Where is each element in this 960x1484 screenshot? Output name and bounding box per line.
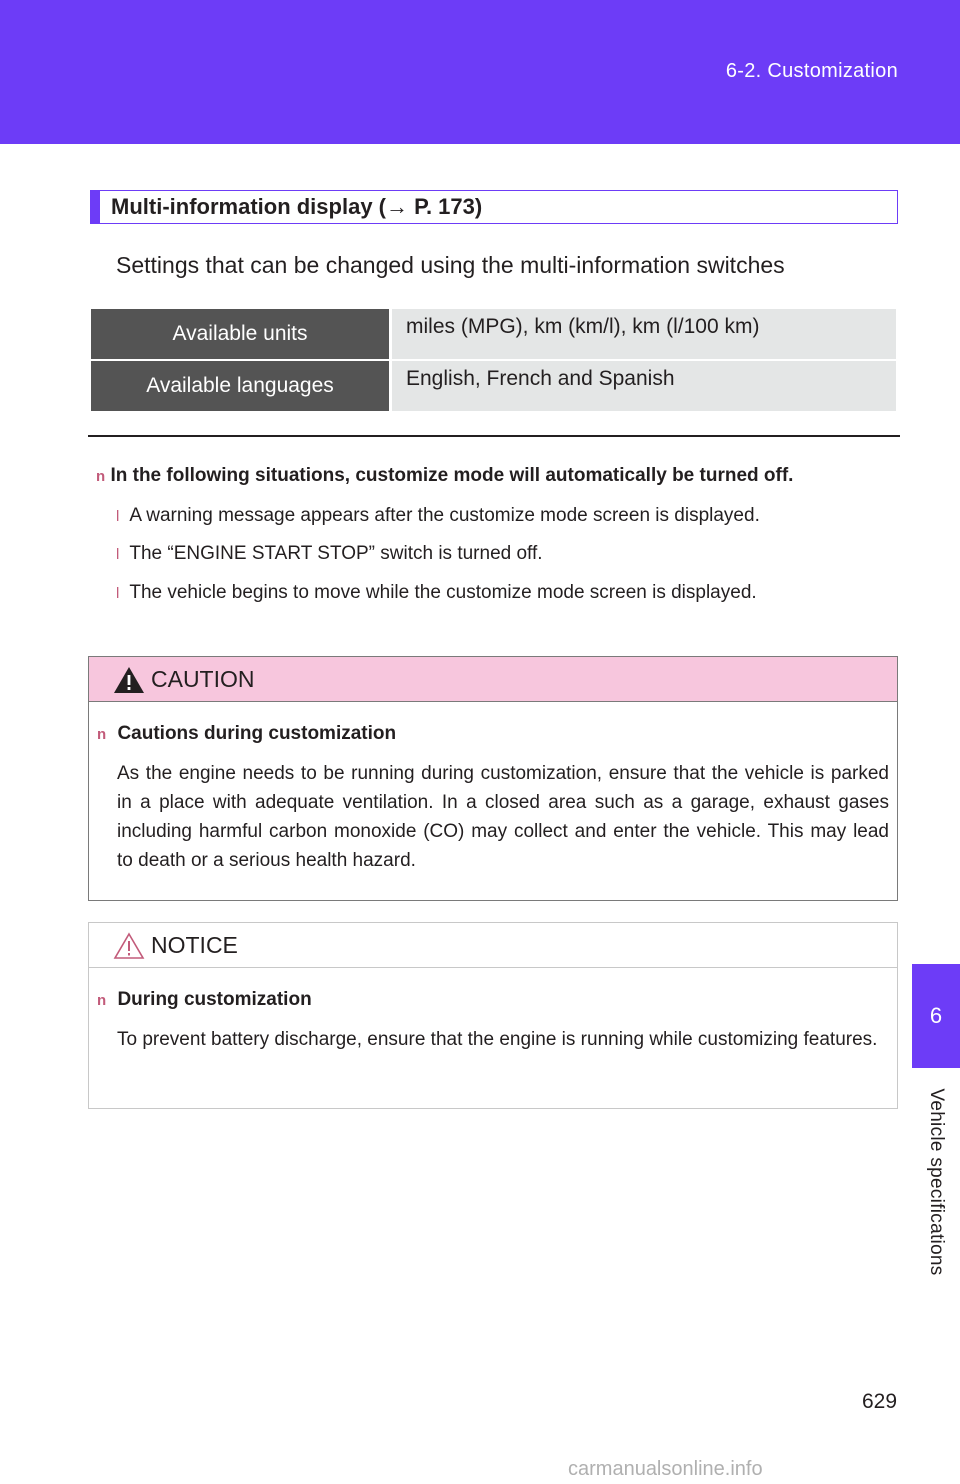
chapter-title: 6-2. Customization xyxy=(725,60,898,82)
notice-title: NOTICE xyxy=(151,932,238,958)
bullet-icon: l xyxy=(116,585,120,602)
intro-text: Settings that can be changed using the multi-information switches xyxy=(116,252,785,278)
bullet-icon: n xyxy=(97,992,107,1009)
table-label-cell: Available units xyxy=(91,309,389,361)
caution-box xyxy=(88,656,898,901)
divider xyxy=(88,435,900,437)
warning-triangle-outline-icon xyxy=(113,932,145,960)
section-heading xyxy=(90,190,898,224)
caution-subheading-text: Cautions during customization xyxy=(117,723,397,744)
table-row xyxy=(91,361,896,413)
table-value-cell: English, French and Spanish xyxy=(389,361,896,413)
list-item xyxy=(116,505,760,527)
notice-header xyxy=(89,923,897,968)
bullet-icon: l xyxy=(116,546,120,563)
section-heading-bar xyxy=(90,190,100,224)
caution-subheading xyxy=(97,723,396,745)
bullet-icon: n xyxy=(97,726,107,743)
chapter-number-tab: 6 xyxy=(912,964,960,1068)
page-header-band xyxy=(0,0,960,144)
notice-subheading xyxy=(97,989,312,1011)
note-heading-text: In the following situations, customize mode will automatically be turned off. xyxy=(110,465,794,486)
caution-body: As the engine needs to be running during customization, ensure that the vehicle is parked in a place with adequate ventilation. In a closed area such as a garage, exhaust gases including harmful carbon monoxide (CO) may collect and enter the vehicle. This may lead to death or a serious health hazard. xyxy=(117,763,889,871)
bullet-icon: n xyxy=(96,468,106,485)
notice-body: To prevent battery discharge, ensure that the engine is running while customizing features. xyxy=(117,1029,878,1050)
section-heading-text: Multi-information display (→ P. 173) xyxy=(111,194,483,219)
list-item-text: The vehicle begins to move while the customize mode screen is displayed. xyxy=(129,582,757,603)
list-item-text: A warning message appears after the customize mode screen is displayed. xyxy=(129,505,760,526)
table-row xyxy=(91,309,896,361)
page-number: 629 xyxy=(862,1390,898,1413)
note-heading xyxy=(96,465,793,487)
notice-box xyxy=(88,922,898,1109)
table-label-cell: Available languages xyxy=(91,361,389,413)
list-item xyxy=(116,543,543,565)
settings-table xyxy=(91,309,896,413)
notice-subheading-text: During customization xyxy=(117,989,312,1010)
chapter-side-label: Vehicle specifications xyxy=(926,1088,947,1276)
list-item-text: The “ENGINE START STOP” switch is turned off. xyxy=(129,543,543,564)
table-value-cell: miles (MPG), km (km/l), km (l/100 km) xyxy=(389,309,896,361)
list-item xyxy=(116,582,757,604)
watermark: carmanualsonline.info xyxy=(568,1458,763,1480)
caution-header xyxy=(89,657,897,702)
warning-triangle-filled-icon xyxy=(113,666,145,694)
bullet-icon: l xyxy=(116,508,120,525)
caution-title: CAUTION xyxy=(151,666,255,692)
